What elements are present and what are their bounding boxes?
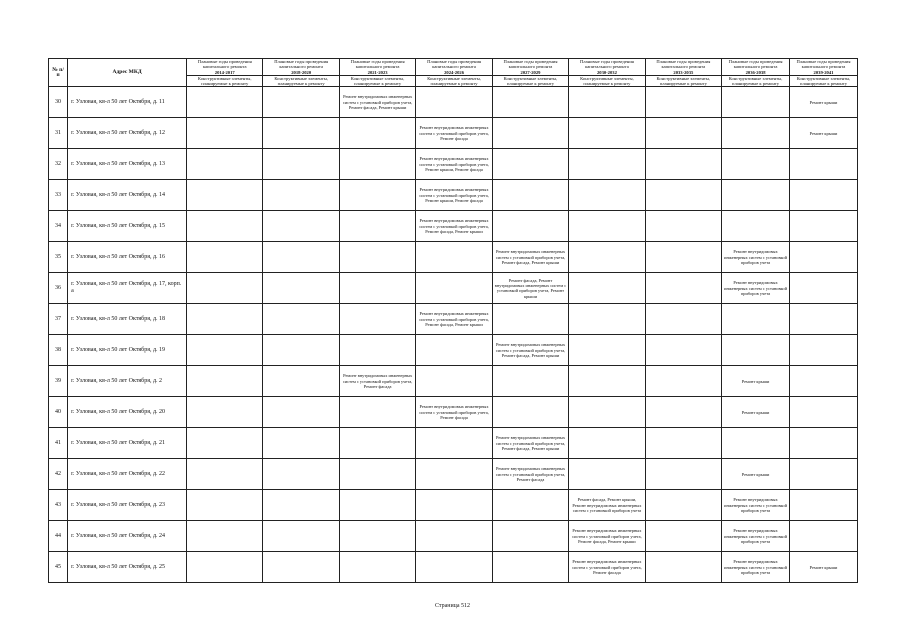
table-row bbox=[49, 304, 858, 335]
repair-works-cell bbox=[187, 304, 263, 335]
repair-works-cell bbox=[187, 521, 263, 552]
repair-works-cell bbox=[790, 366, 858, 397]
repair-works-cell: Ремонт внутридомовых инженерных систем с установкой приборов учета, Ремонт фасада bbox=[339, 366, 415, 397]
row-address: г. Узловая, кв-л 50 лет Октября, д. 24 bbox=[68, 521, 187, 552]
repair-works-cell bbox=[722, 87, 790, 118]
repair-works-cell bbox=[416, 521, 492, 552]
period-title: Плановые годы проведения капитального ремонта bbox=[579, 59, 634, 70]
row-number: 32 bbox=[49, 149, 68, 180]
repair-works-cell bbox=[263, 366, 339, 397]
table-row bbox=[49, 366, 858, 397]
repair-works-cell bbox=[416, 242, 492, 273]
repair-works-cell bbox=[339, 552, 415, 583]
repair-works-cell bbox=[645, 149, 721, 180]
repair-works-cell bbox=[187, 459, 263, 490]
repair-works-cell bbox=[645, 180, 721, 211]
period-title: Плановые годы проведения капитального ремонта bbox=[656, 59, 711, 70]
column-header-period bbox=[492, 59, 568, 76]
row-number: 42 bbox=[49, 459, 68, 490]
table-header bbox=[49, 59, 858, 87]
repair-works-cell bbox=[416, 87, 492, 118]
row-address: г. Узловая, кв-л 50 лет Октября, д. 12 bbox=[68, 118, 187, 149]
repair-works-cell bbox=[790, 304, 858, 335]
repair-works-cell bbox=[790, 490, 858, 521]
repair-works-cell bbox=[339, 180, 415, 211]
repair-works-cell bbox=[790, 180, 858, 211]
column-header-period bbox=[339, 59, 415, 76]
repair-works-cell: Ремонт внутридомовых инженерных систем с установкой приборов учета, Ремонт фасада bbox=[416, 118, 492, 149]
repair-works-cell bbox=[645, 366, 721, 397]
period-title: Плановые годы проведения капитального ремонта bbox=[427, 59, 482, 70]
row-address: г. Узловая, кв-л 50 лет Октября, д. 15 bbox=[68, 211, 187, 242]
repair-works-cell bbox=[492, 211, 568, 242]
repair-works-cell bbox=[645, 273, 721, 304]
repair-works-cell: Ремонт внутридомовых инженерных систем с установкой приборов учета, Ремонт фасада bbox=[416, 397, 492, 428]
repair-works-cell bbox=[645, 335, 721, 366]
repair-works-cell bbox=[263, 428, 339, 459]
table-row bbox=[49, 273, 858, 304]
row-address: г. Узловая, кв-л 50 лет Октября, д. 13 bbox=[68, 149, 187, 180]
repair-works-cell bbox=[492, 397, 568, 428]
row-number: 45 bbox=[49, 552, 68, 583]
row-address: г. Узловая, кв-л 50 лет Октября, д. 23 bbox=[68, 490, 187, 521]
repair-works-cell bbox=[187, 87, 263, 118]
repair-works-cell bbox=[187, 211, 263, 242]
repair-works-cell: Ремонт внутридомовых инженерных систем с установкой приборов учета, Ремонт фасада, Ремонт крыши bbox=[416, 211, 492, 242]
repair-works-cell bbox=[339, 459, 415, 490]
repair-works-cell bbox=[187, 242, 263, 273]
row-address: г. Узловая, кв-л 50 лет Октября, д. 2 bbox=[68, 366, 187, 397]
repair-works-cell bbox=[339, 397, 415, 428]
repair-works-cell bbox=[492, 521, 568, 552]
row-address: г. Узловая, кв-л 50 лет Октября, д. 11 bbox=[68, 87, 187, 118]
repair-works-cell: Ремонт крыши bbox=[722, 366, 790, 397]
repair-works-cell bbox=[416, 335, 492, 366]
row-number: 37 bbox=[49, 304, 68, 335]
repair-works-cell bbox=[492, 149, 568, 180]
repair-works-cell: Ремонт крыши bbox=[722, 397, 790, 428]
repair-works-cell bbox=[187, 118, 263, 149]
repair-works-cell bbox=[416, 273, 492, 304]
repair-works-cell bbox=[339, 304, 415, 335]
repair-works-cell bbox=[790, 242, 858, 273]
repair-works-cell bbox=[645, 242, 721, 273]
repair-works-cell: Ремонт внутридомовых инженерных систем с установкой приборов учета, Ремонт фасада bbox=[569, 552, 645, 583]
column-subheader: Конструктивные элементы, планируемые к ремонту bbox=[569, 76, 645, 87]
row-address: г. Узловая, кв-л 50 лет Октября, д. 25 bbox=[68, 552, 187, 583]
repair-works-cell bbox=[722, 428, 790, 459]
repair-works-cell bbox=[416, 490, 492, 521]
repair-works-cell bbox=[569, 211, 645, 242]
row-address: г. Узловая, кв-л 50 лет Октября, д. 18 bbox=[68, 304, 187, 335]
repair-works-cell bbox=[569, 459, 645, 490]
row-number: 35 bbox=[49, 242, 68, 273]
repair-works-cell bbox=[187, 335, 263, 366]
repair-works-cell bbox=[492, 87, 568, 118]
repair-works-cell bbox=[263, 335, 339, 366]
table-row bbox=[49, 490, 858, 521]
repair-works-cell bbox=[722, 304, 790, 335]
repair-works-cell: Ремонт крыши bbox=[790, 118, 858, 149]
repair-works-cell bbox=[569, 428, 645, 459]
column-header-period bbox=[722, 59, 790, 76]
repair-works-cell bbox=[569, 242, 645, 273]
period-years: 2014-2017 bbox=[214, 69, 235, 75]
repair-works-cell: Ремонт внутридомовых инженерных систем с установкой приборов учета, Ремонт фасада, Ремонт крыши bbox=[492, 335, 568, 366]
repair-works-cell: Ремонт крыши bbox=[790, 552, 858, 583]
table-row bbox=[49, 335, 858, 366]
repair-works-cell bbox=[569, 87, 645, 118]
period-years: 2039-2041 bbox=[813, 69, 834, 75]
repair-works-cell bbox=[339, 490, 415, 521]
row-number: 33 bbox=[49, 180, 68, 211]
row-number: 36 bbox=[49, 273, 68, 304]
column-header-period bbox=[416, 59, 492, 76]
period-title: Плановые годы проведения капитального ремонта bbox=[728, 59, 783, 70]
repair-works-cell bbox=[416, 552, 492, 583]
table-body bbox=[49, 87, 858, 583]
repair-works-cell bbox=[722, 180, 790, 211]
row-number: 40 bbox=[49, 397, 68, 428]
table-row bbox=[49, 118, 858, 149]
repair-works-cell: Ремонт внутридомовых инженерных систем с установкой приборов учета, Ремонт фасада, Ремонт крыши bbox=[416, 304, 492, 335]
row-number: 41 bbox=[49, 428, 68, 459]
row-number: 38 bbox=[49, 335, 68, 366]
repair-works-cell bbox=[187, 490, 263, 521]
row-number: 34 bbox=[49, 211, 68, 242]
repair-works-cell bbox=[187, 397, 263, 428]
repair-works-cell bbox=[339, 118, 415, 149]
period-title: Плановые годы проведения капитального ремонта bbox=[274, 59, 329, 70]
repair-works-cell: Ремонт внутридомовых инженерных систем с установкой приборов учета bbox=[722, 242, 790, 273]
repair-works-cell: Ремонт внутридомовых инженерных систем с установкой приборов учета, Ремонт фасада, Ремонт крыши bbox=[339, 87, 415, 118]
period-title: Плановые годы проведения капитального ремонта bbox=[796, 59, 851, 70]
table-row bbox=[49, 521, 858, 552]
column-header-period bbox=[187, 59, 263, 76]
repair-works-cell: Ремонт фасада, Ремонт крыши, Ремонт внутридомовых инженерных систем с установкой приборов учета bbox=[569, 490, 645, 521]
repair-works-cell: Ремонт крыши bbox=[722, 459, 790, 490]
repair-works-cell bbox=[790, 211, 858, 242]
repair-works-cell bbox=[645, 304, 721, 335]
repair-works-cell bbox=[263, 490, 339, 521]
column-header-period bbox=[790, 59, 858, 76]
repair-works-cell bbox=[416, 459, 492, 490]
period-title: Плановые годы проведения капитального ремонта bbox=[197, 59, 252, 70]
repair-works-cell bbox=[263, 149, 339, 180]
repair-schedule-table bbox=[48, 58, 858, 583]
repair-works-cell bbox=[569, 180, 645, 211]
column-subheader: Конструктивные элементы, планируемые к ремонту bbox=[416, 76, 492, 87]
row-address: г. Узловая, кв-л 50 лет Октября, д. 21 bbox=[68, 428, 187, 459]
table-row bbox=[49, 149, 858, 180]
repair-works-cell bbox=[416, 366, 492, 397]
repair-works-cell bbox=[722, 149, 790, 180]
repair-works-cell bbox=[492, 304, 568, 335]
repair-works-cell bbox=[722, 335, 790, 366]
row-number: 30 bbox=[49, 87, 68, 118]
repair-works-cell bbox=[569, 118, 645, 149]
period-title: Плановые годы проведения капитального ремонта bbox=[503, 59, 558, 70]
row-address: г. Узловая, кв-л 50 лет Октября, д. 17, корп. а bbox=[68, 273, 187, 304]
repair-works-cell bbox=[492, 180, 568, 211]
repair-works-cell: Ремонт крыши bbox=[790, 87, 858, 118]
column-subheader: Конструктивные элементы, планируемые к ремонту bbox=[790, 76, 858, 87]
row-address: г. Узловая, кв-л 50 лет Октября, д. 20 bbox=[68, 397, 187, 428]
row-address: г. Узловая, кв-л 50 лет Октября, д. 16 bbox=[68, 242, 187, 273]
repair-works-cell bbox=[645, 521, 721, 552]
period-title: Плановые годы проведения капитального ремонта bbox=[350, 59, 405, 70]
repair-works-cell bbox=[339, 428, 415, 459]
repair-works-cell bbox=[645, 87, 721, 118]
repair-works-cell bbox=[645, 397, 721, 428]
table-row bbox=[49, 242, 858, 273]
repair-works-cell bbox=[187, 552, 263, 583]
table-row bbox=[49, 459, 858, 490]
repair-works-cell bbox=[569, 149, 645, 180]
repair-works-cell bbox=[263, 521, 339, 552]
table-row bbox=[49, 428, 858, 459]
repair-works-cell bbox=[790, 428, 858, 459]
column-subheader: Конструктивные элементы, планируемые к ремонту bbox=[645, 76, 721, 87]
repair-works-cell bbox=[263, 87, 339, 118]
table-row bbox=[49, 397, 858, 428]
period-years: 2036-2038 bbox=[745, 69, 766, 75]
repair-works-cell bbox=[263, 180, 339, 211]
repair-works-cell bbox=[416, 428, 492, 459]
repair-works-cell: Ремонт внутридомовых инженерных систем с установкой приборов учета, Ремонт фасада, Ремонт крыши bbox=[492, 242, 568, 273]
repair-works-cell bbox=[339, 335, 415, 366]
row-address: г. Узловая, кв-л 50 лет Октября, д. 14 bbox=[68, 180, 187, 211]
repair-works-cell: Ремонт внутридомовых инженерных систем с установкой приборов учета bbox=[722, 552, 790, 583]
row-address: г. Узловая, кв-л 50 лет Октября, д. 22 bbox=[68, 459, 187, 490]
page-number: Страница 512 bbox=[434, 603, 471, 609]
repair-works-cell bbox=[722, 118, 790, 149]
column-header-num: № п/п bbox=[49, 59, 68, 87]
repair-works-cell bbox=[339, 242, 415, 273]
table-row bbox=[49, 552, 858, 583]
table-row bbox=[49, 211, 858, 242]
period-years: 2021-2023 bbox=[367, 69, 388, 75]
repair-works-cell bbox=[263, 273, 339, 304]
repair-works-cell bbox=[187, 149, 263, 180]
repair-works-cell bbox=[569, 335, 645, 366]
repair-works-cell bbox=[569, 273, 645, 304]
repair-works-cell bbox=[263, 552, 339, 583]
repair-works-cell: Ремонт внутридомовых инженерных систем с установкой приборов учета, Ремонт фасада bbox=[492, 459, 568, 490]
row-number: 31 bbox=[49, 118, 68, 149]
row-number: 43 bbox=[49, 490, 68, 521]
column-subheader: Конструктивные элементы, планируемые к ремонту bbox=[722, 76, 790, 87]
period-years: 2033-2035 bbox=[673, 69, 694, 75]
repair-works-cell bbox=[339, 273, 415, 304]
repair-works-cell: Ремонт внутридомовых инженерных систем с установкой приборов учета, Ремонт крыши, Ремонт фасада bbox=[416, 180, 492, 211]
repair-works-cell: Ремонт внутридомовых инженерных систем с установкой приборов учета bbox=[722, 490, 790, 521]
row-number: 39 bbox=[49, 366, 68, 397]
column-subheader: Конструктивные элементы, планируемые к ремонту bbox=[492, 76, 568, 87]
repair-works-cell bbox=[492, 118, 568, 149]
repair-works-cell bbox=[263, 242, 339, 273]
repair-works-cell bbox=[187, 180, 263, 211]
column-subheader: Конструктивные элементы, планируемые к ремонту bbox=[339, 76, 415, 87]
period-years: 2018-2020 bbox=[291, 69, 312, 75]
repair-works-cell bbox=[492, 366, 568, 397]
repair-works-cell bbox=[645, 552, 721, 583]
repair-works-cell bbox=[569, 366, 645, 397]
repair-works-cell bbox=[790, 273, 858, 304]
repair-works-cell bbox=[645, 428, 721, 459]
repair-works-cell: Ремонт внутридомовых инженерных систем с установкой приборов учета, Ремонт фасада, Ремонт крыши bbox=[569, 521, 645, 552]
repair-works-cell bbox=[263, 397, 339, 428]
repair-works-cell bbox=[187, 366, 263, 397]
repair-works-cell bbox=[645, 211, 721, 242]
repair-works-cell bbox=[569, 397, 645, 428]
repair-works-cell bbox=[722, 211, 790, 242]
repair-works-cell bbox=[187, 273, 263, 304]
repair-works-cell bbox=[339, 521, 415, 552]
repair-works-cell bbox=[790, 335, 858, 366]
column-header-period bbox=[569, 59, 645, 76]
row-number: 44 bbox=[49, 521, 68, 552]
repair-works-cell bbox=[790, 149, 858, 180]
repair-works-cell bbox=[645, 490, 721, 521]
repair-works-cell bbox=[569, 304, 645, 335]
repair-works-cell bbox=[790, 521, 858, 552]
repair-works-cell bbox=[187, 428, 263, 459]
repair-works-cell bbox=[790, 459, 858, 490]
table-row bbox=[49, 87, 858, 118]
repair-works-cell bbox=[263, 211, 339, 242]
repair-works-cell: Ремонт фасада, Ремонт внутридомовых инженерных систем с установкой приборов учета, Ремонт крыши bbox=[492, 273, 568, 304]
repair-works-cell bbox=[339, 211, 415, 242]
column-header-address: Адрес МКД bbox=[68, 59, 187, 87]
repair-works-cell bbox=[645, 459, 721, 490]
column-header-period bbox=[263, 59, 339, 76]
repair-works-cell bbox=[263, 459, 339, 490]
row-address: г. Узловая, кв-л 50 лет Октября, д. 19 bbox=[68, 335, 187, 366]
repair-works-cell: Ремонт внутридомовых инженерных систем с установкой приборов учета bbox=[722, 521, 790, 552]
column-header-period bbox=[645, 59, 721, 76]
repair-works-cell bbox=[790, 397, 858, 428]
repair-works-cell: Ремонт внутридомовых инженерных систем с установкой приборов учета bbox=[722, 273, 790, 304]
table-row bbox=[49, 180, 858, 211]
repair-works-cell bbox=[263, 118, 339, 149]
repair-works-cell bbox=[263, 304, 339, 335]
repair-works-cell bbox=[492, 490, 568, 521]
repair-works-cell bbox=[492, 552, 568, 583]
repair-works-cell: Ремонт внутридомовых инженерных систем с установкой приборов учета, Ремонт крыши, Ремонт фасада bbox=[416, 149, 492, 180]
period-years: 2027-2029 bbox=[520, 69, 541, 75]
repair-works-cell bbox=[645, 118, 721, 149]
column-subheader: Конструктивные элементы, планируемые к ремонту bbox=[263, 76, 339, 87]
period-years: 2024-2026 bbox=[444, 69, 464, 75]
repair-works-cell bbox=[339, 149, 415, 180]
period-years: 2030-2032 bbox=[596, 69, 617, 75]
column-subheader: Конструктивные элементы, планируемые к ремонту bbox=[187, 76, 263, 87]
repair-works-cell: Ремонт внутридомовых инженерных систем с установкой приборов учета, Ремонт фасада, Ремонт крыши bbox=[492, 428, 568, 459]
